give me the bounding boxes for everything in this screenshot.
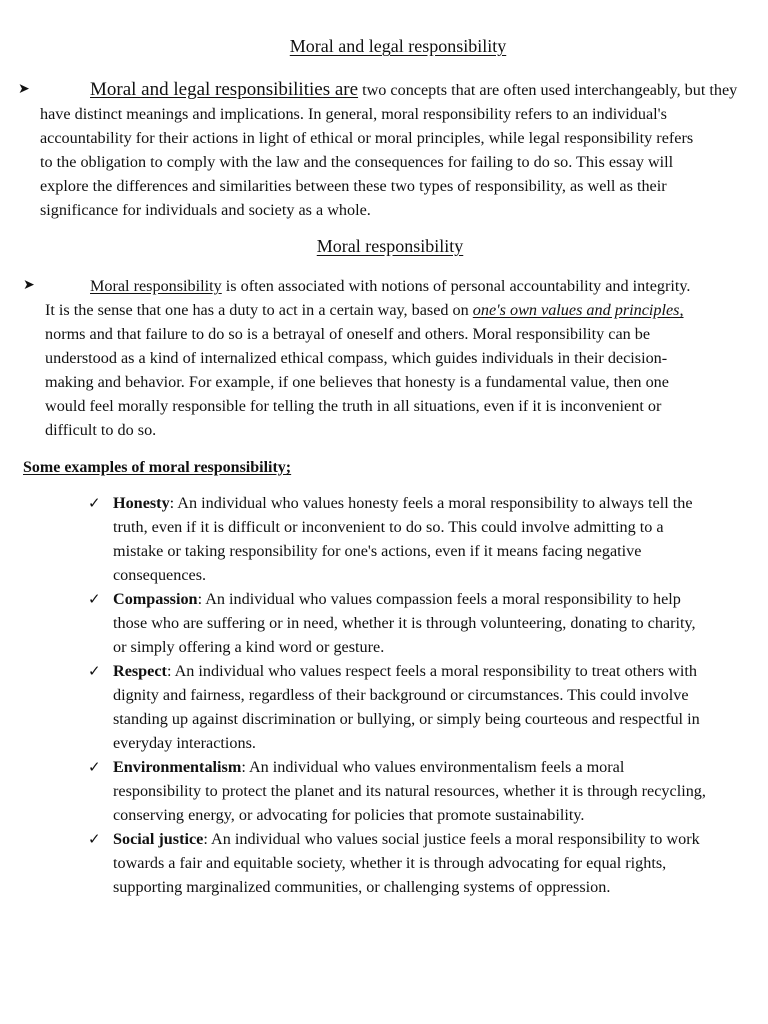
example-term: Respect — [113, 662, 167, 680]
checkmark-icon: ✓ — [88, 830, 101, 848]
example-item-compassion: ✓ Compassion: An individual who values compassion feels a moral responsibility to help those who are suffering or in need, whether it is through volunteering, donating to charity, or simply offering a kind word or gesture. — [88, 587, 758, 659]
intro-line-1: Moral and legal responsibilities are two concepts that are often used interchangeably, but they — [90, 79, 738, 100]
example-item-environmentalism: ✓ Environmentalism: An individual who values environmentalism feels a moral responsibility to protect the planet and its natural resources, whether it is through recycling, conserving energy, or advocating for policies that promote sustainability. — [88, 755, 758, 827]
example-item-honesty: ✓ Honesty: An individual who values honesty feels a moral responsibility to always tell the truth, even if it is difficult or inconvenient to do so. This could involve admitting to a mistake or taking responsibility for one's actions, even if it means facing negative consequences. — [88, 491, 758, 587]
checkmark-icon: ✓ — [88, 590, 101, 608]
intro-line: to the obligation to comply with the law and the consequences for failing to do so. This essay will — [40, 153, 674, 171]
moral-line: would feel morally responsible for telling the truth in all situations, even if it is inconvenient or — [45, 397, 662, 415]
intro-line: explore the differences and similarities between these two types of responsibility, as well as their — [40, 177, 667, 195]
moral-line: making and behavior. For example, if one believes that honesty is a fundamental value, then one — [45, 373, 669, 391]
checkmark-icon: ✓ — [88, 662, 101, 680]
example-term: Honesty — [113, 494, 170, 512]
intro-paragraph — [40, 78, 737, 222]
document-title: Moral and legal responsibility — [289, 36, 507, 56]
moral-line: understood as a kind of internalized ethical compass, which guides individuals in their decision- — [45, 349, 668, 367]
moral-line: norms and that failure to do so is a betrayal of oneself and others. Moral responsibility can be — [45, 325, 651, 343]
moral-paragraph — [45, 274, 690, 442]
moral-line-1: Moral responsibility is often associated with notions of personal accountability and integrity. — [90, 277, 691, 295]
intro-line: accountability for their actions in light of ethical or moral principles, while legal responsibility refers — [40, 129, 694, 147]
example-item-social-justice: ✓ Social justice: An individual who values social justice feels a moral responsibility to work towards a fair and equitable society, whether it is through advocating for equal rights, supporting marginalized communities, or challenging systems of oppression. — [88, 827, 758, 899]
example-term: Environmentalism — [113, 758, 242, 776]
arrowhead-bullet-icon: ➤ — [18, 82, 30, 97]
checkmark-icon: ✓ — [88, 494, 101, 512]
moral-line-2: It is the sense that one has a duty to act in a certain way, based on one's own values and principles, — [45, 301, 684, 319]
moral-lead-text: Moral responsibility — [90, 277, 222, 295]
section-title: Moral responsibility — [316, 236, 464, 256]
checkmark-icon: ✓ — [88, 758, 101, 776]
intro-lead-text: Moral and legal responsibilities are — [90, 79, 359, 100]
intro-line: have distinct meanings and implications. In general, moral responsibility refers to an individual's — [40, 105, 667, 123]
examples-list — [88, 491, 758, 899]
example-item-respect: ✓ Respect: An individual who values respect feels a moral responsibility to treat others with dignity and fairness, regardless of their background or circumstances. This could involve standing up against discrimination or bullying, or simply being courteous and respectful in everyday interactions. — [88, 659, 758, 755]
examples-heading: Some examples of moral responsibility; — [23, 459, 292, 476]
moral-line: difficult to do so. — [45, 421, 157, 439]
emphasized-phrase: one's own values and principles, — [472, 301, 684, 319]
intro-line: significance for individuals and society as a whole. — [40, 201, 371, 219]
example-term: Compassion — [113, 590, 198, 608]
example-term: Social justice — [113, 830, 204, 848]
arrowhead-bullet-icon: ➤ — [23, 278, 35, 293]
